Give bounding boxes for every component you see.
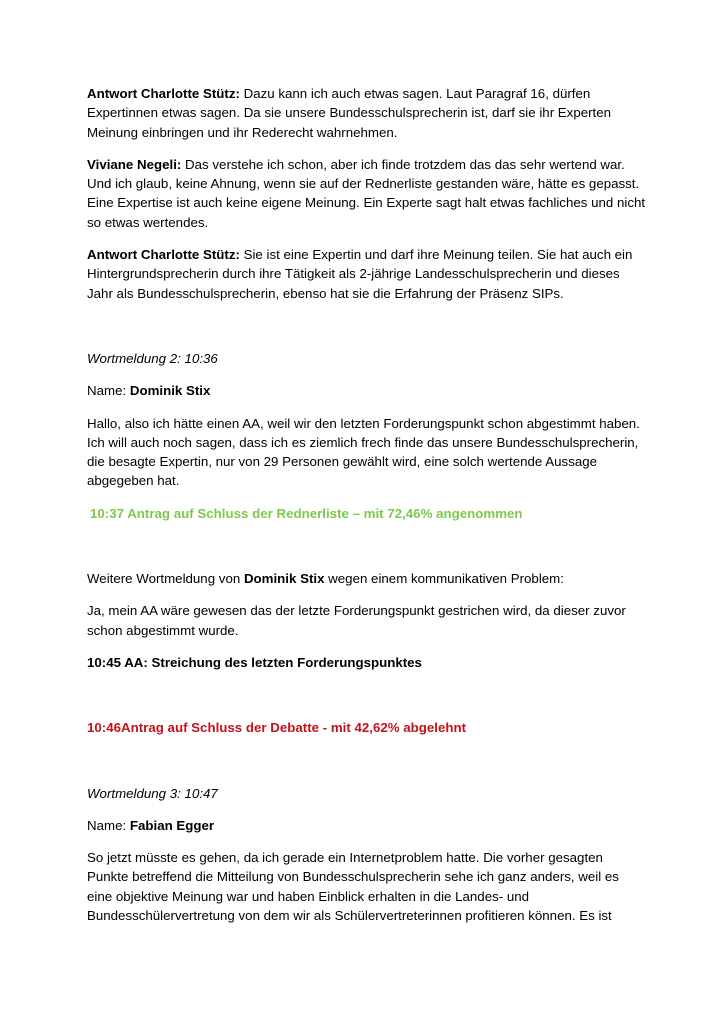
further-statement-intro	[87, 569, 647, 588]
speaker-name: Antwort Charlotte Stütz:	[87, 247, 240, 263]
wortmeldung-3-heading: Wortmeldung 3: 10:47	[87, 785, 218, 801]
wortmeldung-2-name	[87, 381, 647, 400]
further-statement-text: Ja, mein AA wäre gewesen das der letzte Forderungspunkt gestrichen wird, da dieser zuvor schon abgestimmt wurde.	[87, 603, 626, 638]
statement-paragraph	[87, 155, 647, 232]
amendment-line: 10:45 AA: Streichung des letzten Forderungspunktes	[87, 654, 422, 670]
paragraph-text: Sie ist eine Expertin und darf ihre Meinung teilen. Sie hat auch ein Hintergrundsprecherin durch ihre Tätigkeit als 2-jährige Landesschulsprecherin und dieses Jahr als Bundesschulsprecherin, ebenso hat sie die Erfahrung der Präsenz SIPs.	[87, 247, 633, 301]
paragraph-text: Das verstehe ich schon, aber ich finde trotzdem das das sehr wertend war. Und ich glaub, keine Ahnung, wenn sie auf der Rednerliste gestanden wäre, hätte es gepasst. Eine Expertise ist auch keine eigene Meinung. Ein Experte sagt halt etwas fachliches und nicht so etwas wertendes.	[87, 156, 646, 230]
paragraph-text: Dazu kann ich auch etwas sagen. Laut Paragraf 16, dürfen Expertinnen etwas sagen. Da sie unsere Bundesschulsprecherin ist, darf sie ihr Experten Meinung einbringen und ihr Rederecht wahrnehmen.	[87, 86, 612, 140]
answer-paragraph-2	[87, 245, 647, 303]
intro-text: Weitere Wortmeldung von	[87, 571, 244, 587]
wortmeldung-3-name	[87, 816, 647, 835]
wortmeldung-2-heading: Wortmeldung 2: 10:36	[87, 350, 218, 366]
speaker-name: Viviane Negeli:	[87, 156, 182, 172]
wortmeldung-3-text: So jetzt müsste es gehen, da ich gerade ein Internetproblem hatte. Die vorher gesagten Punkte betreffend die Mitteilung von Bundesschulsprecherin sehe ich ganz anders, weil es eine objektive Meinung war und haben Einblick erhalten in die Landes- und Bundesschülervertretung von dem wir als Schülervertreterinnen profitieren können. Es ist	[87, 850, 619, 924]
motion-accepted: 10:37 Antrag auf Schluss der Rednerliste – mit 72,46% angenommen	[90, 505, 523, 521]
name-label: Name:	[87, 383, 130, 399]
speaker-name: Antwort Charlotte Stütz:	[87, 86, 240, 101]
name-label: Name:	[87, 817, 130, 833]
speaker-name: Dominik Stix	[243, 571, 325, 587]
speaker-name: Dominik Stix	[129, 383, 211, 399]
document-page	[87, 84, 647, 925]
answer-paragraph-1	[87, 84, 647, 142]
motion-rejected: 10:46Antrag auf Schluss der Debatte - mit 42,62% abgelehnt	[87, 720, 467, 736]
intro-text-end: wegen einem kommunikativen Problem:	[324, 571, 564, 587]
wortmeldung-2-text: Hallo, also ich hätte einen AA, weil wir den letzten Forderungspunkt schon abgestimmt haben. Ich will auch noch sagen, dass ich es ziemlich frech finde das unsere Bundesschulsprecherin, die besagte Expertin, nur von 29 Personen gewählt wird, eine solch wertende Aussage abgegeben hat.	[87, 415, 640, 489]
speaker-name: Fabian Egger	[129, 817, 215, 833]
